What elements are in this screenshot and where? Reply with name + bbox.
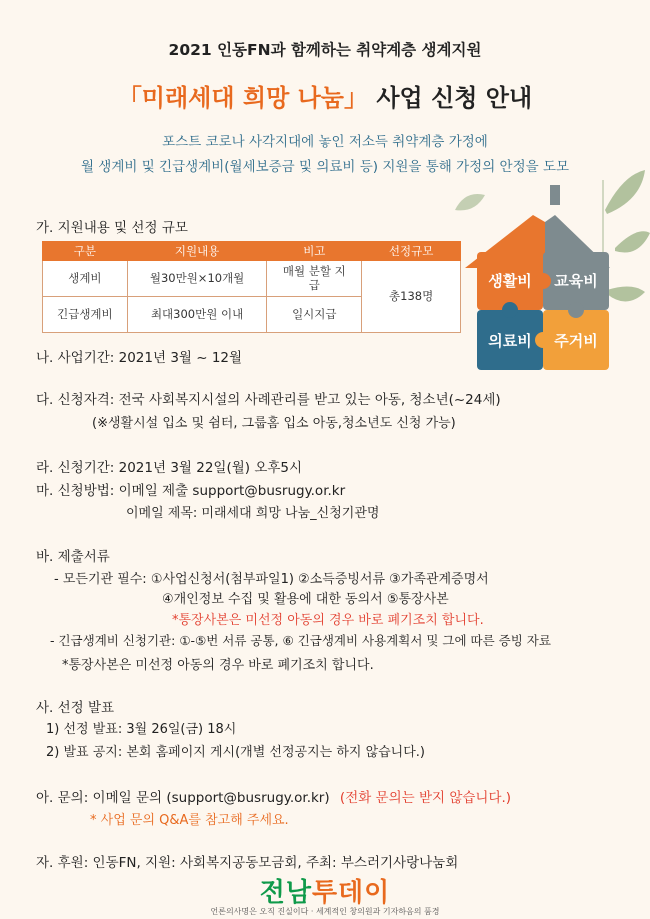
table-header: 지원내용	[127, 242, 267, 261]
section-sa-line-2: 2) 발표 공지: 본회 홈페이지 게시(개별 선정공지는 하지 않습니다.)	[46, 745, 426, 760]
table-cell: 긴급생계비	[43, 297, 128, 333]
section-da-line-2: (※생활시설 입소 및 쉼터, 그룹홈 입소 아동,청소년도 신청 가능)	[92, 416, 456, 431]
subtitle-line-2: 월 생계비 및 긴급생계비(월세보증금 및 의료비 등) 지원을 통해 가정의 안정을 도모	[80, 159, 570, 175]
table-cell: 생계비	[43, 261, 128, 297]
page-headline	[0, 78, 650, 113]
section-ba-line-1: - 모든기관 필수: ①사업신청서(첨부파일1) ②소득증빙서류 ③가족관계증명서	[54, 572, 489, 587]
footer-tagline: 언론의사명은 오직 진실이다 · 세계적인 창의원과 기자하음의 품경	[210, 907, 440, 916]
headline-highlight: 「미래세대 희망 나눔」	[117, 84, 368, 112]
table-header-row	[43, 242, 461, 261]
logo-part-2: 투데이	[311, 878, 391, 908]
room-label: 의료비	[488, 332, 532, 350]
table-header: 구분	[43, 242, 128, 261]
section-ba-line-5: *통장사본은 미선정 아동의 경우 바로 폐기조치 합니다.	[62, 658, 374, 673]
table-cell: 최대300만원 이내	[127, 297, 267, 333]
room-label: 교육비	[554, 272, 598, 290]
table-cell: 매월 분할 지급	[267, 261, 362, 297]
support-table	[42, 241, 461, 333]
section-ga-heading: 가. 지원내용 및 선정 규모	[36, 220, 188, 236]
inquiry-phone-notice: (전화 문의는 받지 않습니다.)	[339, 790, 512, 806]
section-ma-line-2: 이메일 제목: 미래세대 희망 나눔_신청기관명	[126, 506, 380, 521]
subtitle-line-1: 포스트 코로나 사각지대에 놓인 저소득 취약계층 가정에	[162, 134, 488, 150]
footer-logo	[0, 872, 650, 909]
section-sa-line-1: 1) 선정 발표: 3월 26일(금) 18시	[46, 722, 237, 737]
section-ja: 자. 후원: 인동FN, 지원: 사회복지공동모금회, 주최: 부스러기사랑나눔회	[36, 855, 459, 871]
section-a-line-2: * 사업 문의 Q&A를 참고해 주세요.	[90, 813, 289, 828]
section-ma-line-1: 마. 신청방법: 이메일 제출 support@busrugy.or.kr	[36, 483, 346, 499]
section-na: 나. 사업기간: 2021년 3월 ~ 12월	[36, 350, 243, 366]
inquiry-email: 아. 문의: 이메일 문의 (support@busrugy.or.kr)	[36, 790, 330, 806]
house-puzzle-illustration	[455, 140, 650, 390]
headline-rest: 사업 신청 안내	[368, 84, 533, 112]
room-label: 생활비	[488, 272, 532, 290]
table-cell: 월30만원×10개월	[127, 261, 267, 297]
table-header: 선정규모	[362, 242, 461, 261]
table-cell-total: 총138명	[362, 261, 461, 333]
table-header: 비고	[267, 242, 362, 261]
logo-part-1: 전남	[259, 878, 312, 908]
section-ba-line-2: ④개인정보 수집 및 활용에 대한 동의서 ⑤통장사본	[162, 592, 449, 607]
section-ba-line-4: - 긴급생계비 신청기관: ①-⑤번 서류 공통, ⑥ 긴급생계비 사용계획서 및 그에 따른 증빙 자료	[50, 633, 551, 648]
section-sa-heading: 사. 선정 발표	[36, 700, 115, 716]
section-ba-notice: *통장사본은 미선정 아동의 경우 바로 폐기조치 합니다.	[172, 613, 484, 628]
section-da-line-1: 다. 신청자격: 전국 사회복지시설의 사례관리를 받고 있는 아동, 청소년(~24세)	[36, 392, 501, 408]
section-ba-heading: 바. 제출서류	[36, 549, 110, 565]
leaf-icon	[455, 194, 485, 210]
table-row	[43, 261, 461, 297]
table-cell: 일시지급	[267, 297, 362, 333]
plant-icon	[603, 170, 650, 350]
room-label: 주거비	[554, 332, 598, 350]
section-a-line-1	[36, 786, 511, 806]
page-title: 2021 인동FN과 함께하는 취약계층 생계지원	[168, 41, 482, 59]
section-ra: 라. 신청기간: 2021년 3월 22일(월) 오후5시	[36, 460, 303, 476]
